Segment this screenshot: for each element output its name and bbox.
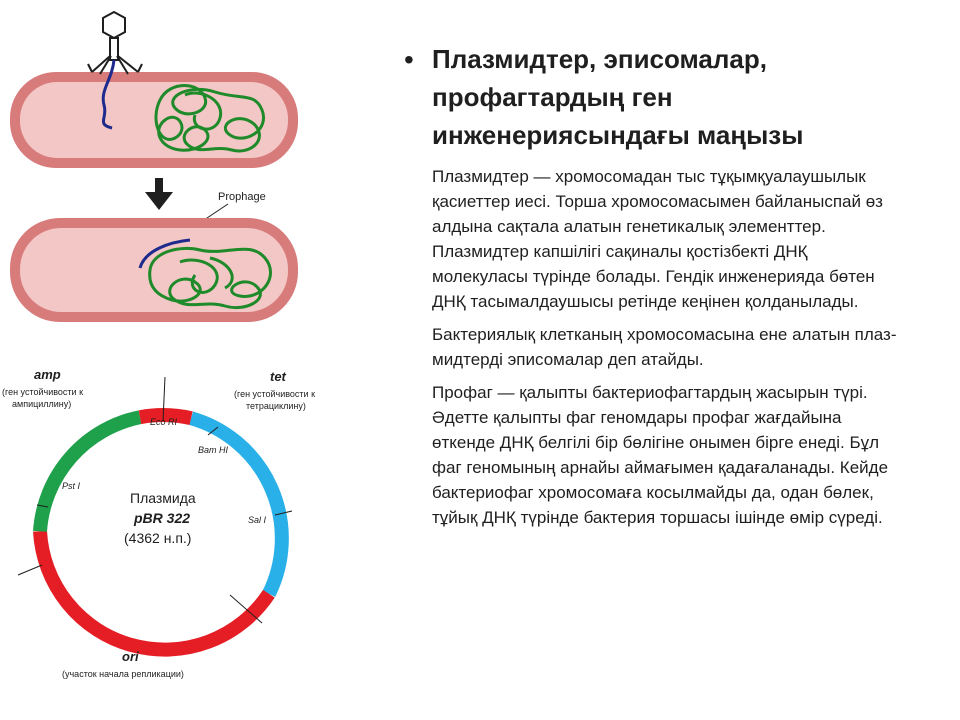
- tet-desc-line1: (ген устойчивости к: [234, 389, 315, 399]
- amp-desc-line1: (ген устойчивости к: [2, 387, 83, 397]
- plasmid-id: pBR 322: [134, 510, 191, 526]
- site-bam-hi: Bam HI: [198, 445, 229, 455]
- tet-label: tet: [270, 369, 286, 384]
- tet-desc-line2: тетрациклину): [246, 401, 306, 411]
- site-eco-ri: Eco RI: [150, 417, 178, 427]
- plasmid-name: Плазмида: [130, 490, 196, 506]
- paragraph-plasmids: Плазмидтер — хромосомадан тыс тұқымқуалаушылык қасиеттер иесі. Торша хромосомасымен байланыспай өз алдына сақтала алатын генетикалық элементтер. Плазмидтер капшілігі сақиналы қостізбекті ДНҚ молекуласы түрінде болады. Гендік инженерияда бөтен ДНҚ тасымалдаушысы ретінде кеңінен қолданылады.: [432, 167, 883, 311]
- amp-gene-arc: [40, 417, 140, 531]
- down-arrow-icon: [145, 178, 173, 210]
- prophage-illustration: [0, 0, 330, 340]
- site-sal-i: Sal I: [248, 515, 267, 525]
- paragraph-prophage: Профаг — қалыпты бактериофагтардың жасырын түрі. Әдетте қалыпты фаг геномдары профаг жағдайына өткенде ДНҚ белгілі бір бөлігіне онымен бірге енеді. Бұл фаг геномының арнайы аймағымен қадағаланады. Кейде бактериофаг хромосомаға косылмайды да, одан бөлек, тұйық ДНҚ түрінде бактерия торшасы ішінде өмір сүреді.: [432, 383, 889, 527]
- ori-label: ori: [122, 649, 139, 664]
- ori-region-arc: [40, 531, 269, 649]
- bacteriophage-icon: [88, 12, 142, 74]
- plasmid-map: [0, 355, 330, 695]
- paragraph-episomes: Бактериялық клетканың хромосомасына ене алатын плаз-мидтерді эписомалар деп атайды.: [432, 325, 897, 369]
- heading-row: [404, 40, 902, 154]
- amp-label: amp: [34, 367, 61, 382]
- prophage-label: Prophage: [218, 191, 266, 203]
- ori-desc: (участок начала репликации): [62, 669, 184, 679]
- slide-heading: Плазмидтер, эписомалар, профагтардың ген инженериясындағы маңызы: [432, 44, 804, 150]
- bullet-icon: •: [404, 44, 414, 75]
- site-pst-i: Pst I: [62, 481, 81, 491]
- plasmid-size: (4362 н.п.): [124, 530, 192, 546]
- text-column: [404, 40, 902, 538]
- amp-desc-line2: ампициллину): [12, 399, 72, 409]
